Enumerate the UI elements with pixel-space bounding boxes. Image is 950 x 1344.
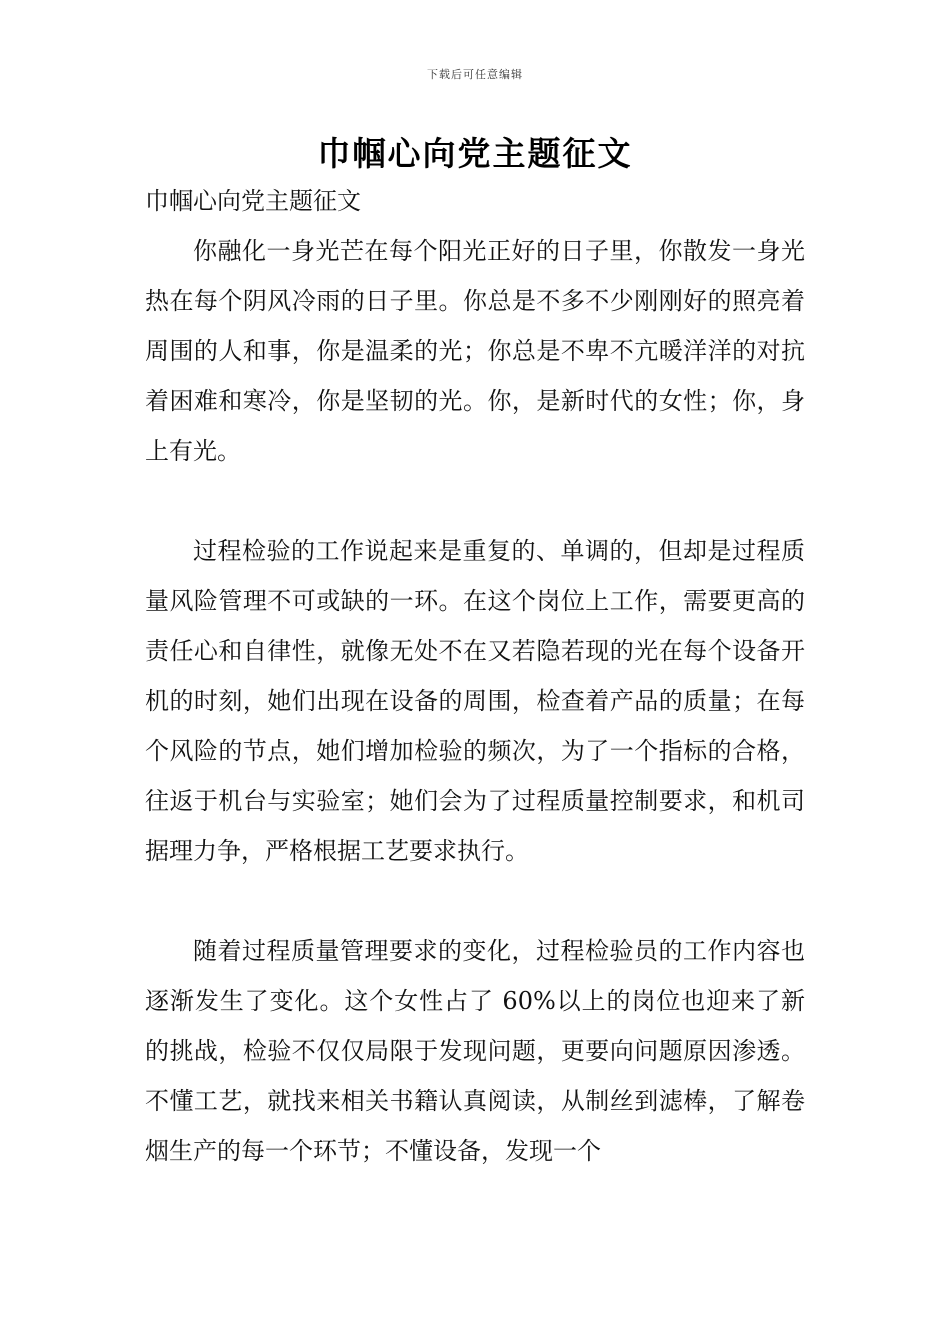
document-title: 巾帼心向党主题征文 xyxy=(317,134,633,173)
paragraph-1: 你融化一身光芒在每个阳光正好的日子里，你散发一身光热在每个阴风冷雨的日子里。你总是不多不少刚刚好的照亮着周围的人和事，你是温柔的光；你总是不卑不亢暖洋洋的对抗着困难和寒冷，你是坚韧的光。你，是新时代的女性；你，身上有光。 xyxy=(145,237,805,465)
header-note: 下载后可任意编辑 xyxy=(427,68,523,81)
paragraph-3: 随着过程质量管理要求的变化，过程检验员的工作内容也逐渐发生了变化。这个女性占了 60%以上的岗位也迎来了新的挑战，检验不仅仅局限于发现问题，更要向问题原因渗透。不懂工艺，就找来相关书籍认真阅读，从制丝到滤棒，了解卷烟生产的每一个环节；不懂设备，发现一个 xyxy=(145,937,805,1165)
paragraph-2: 过程检验的工作说起来是重复的、单调的，但却是过程质量风险管理不可或缺的一环。在这个岗位上工作，需要更高的责任心和自律性，就像无处不在又若隐若现的光在每个设备开机的时刻，她们出现在设备的周围，检查着产品的质量；在每个风险的节点，她们增加检验的频次，为了一个指标的合格，往返于机台与实验室；她们会为了过程质量控制要求，和机司据理力争，严格根据工艺要求执行。 xyxy=(145,537,805,865)
paragraph-spacer xyxy=(145,476,805,526)
document-subtitle: 巾帼心向党主题征文 xyxy=(145,187,361,215)
document-body xyxy=(145,176,805,1176)
paragraph-spacer xyxy=(145,876,805,926)
